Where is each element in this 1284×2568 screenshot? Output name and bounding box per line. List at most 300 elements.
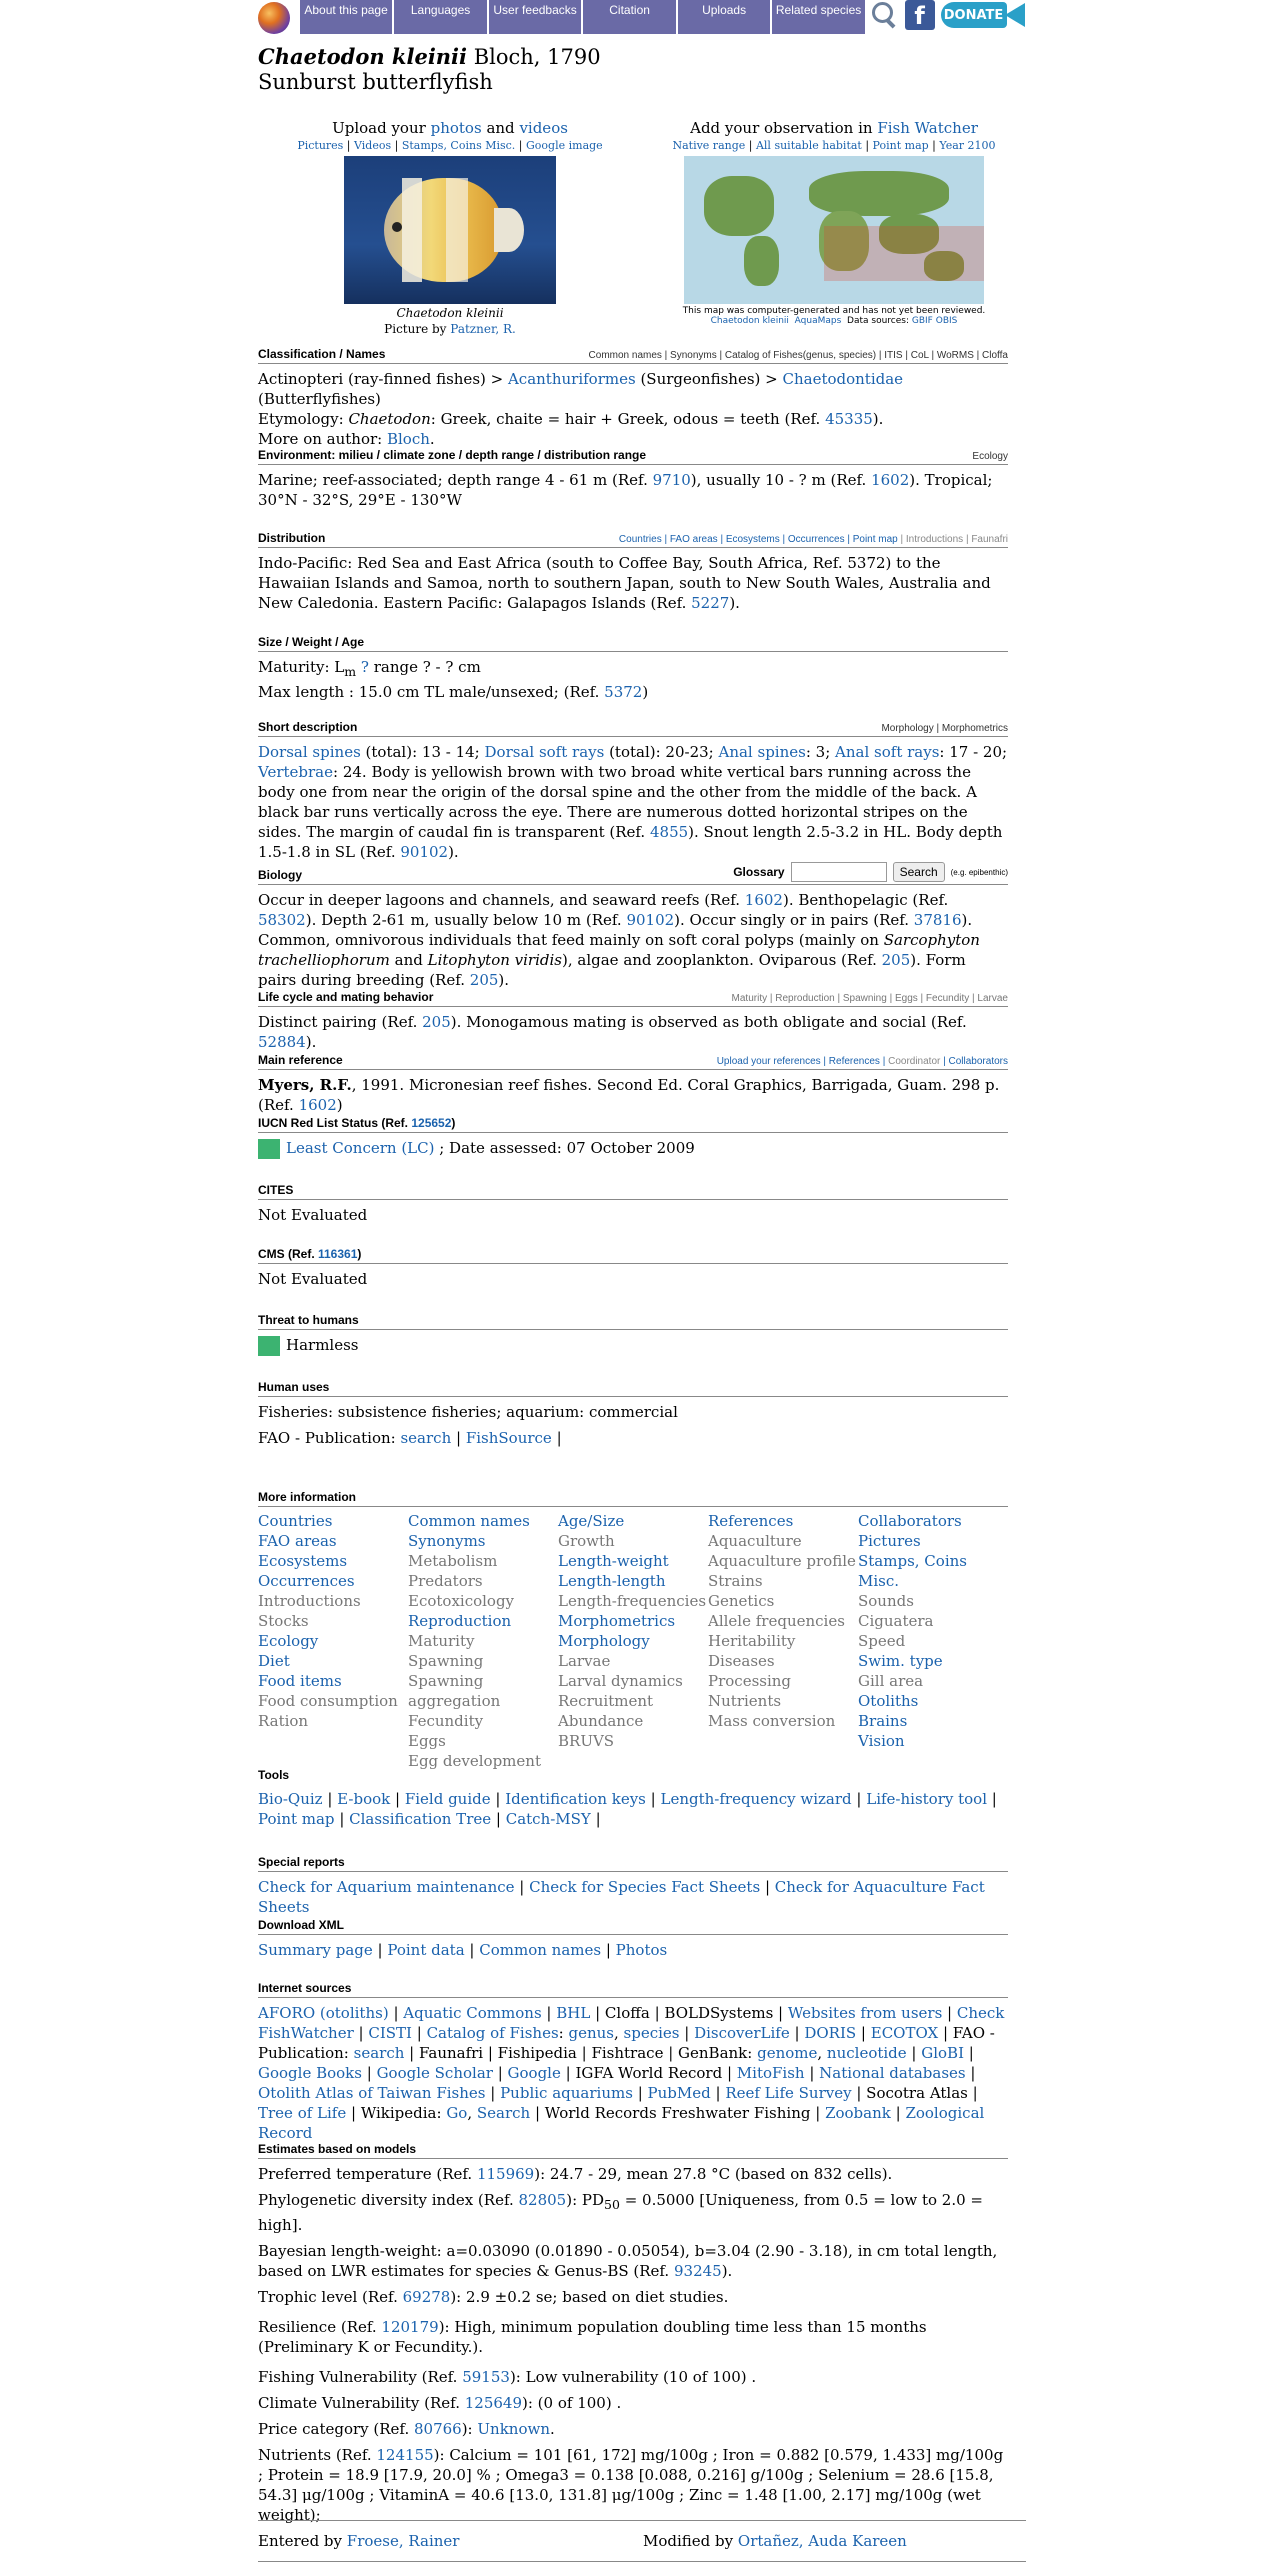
more-info-item: Spawning <box>408 1652 484 1670</box>
modified-by-link[interactable]: Ortañez, Auda Kareen <box>737 2532 907 2550</box>
est-text: ): 2.9 ±0.2 se; based on diet studies. <box>450 2288 729 2306</box>
more-info-item: Egg development <box>408 1752 541 1770</box>
main-reference-title: Main reference <box>258 1053 343 1067</box>
more-info-item[interactable]: FAO areas <box>258 1532 337 1550</box>
internet-source-text: | FAO - Publication: <box>258 2024 995 2062</box>
env-text: ). Tropical; 30°N - 32°S, 29°E - 130°W <box>258 471 993 509</box>
desc-text: (total): 20-23; <box>604 743 719 761</box>
ref-link[interactable]: 120179 <box>381 2318 439 2336</box>
more-info-item[interactable]: Brains <box>858 1712 908 1730</box>
ref-link[interactable]: 59153 <box>462 2368 510 2386</box>
page-footer <box>258 2520 1026 2562</box>
fish-watcher-link[interactable]: Fish Watcher <box>877 119 978 137</box>
environment-title: Environment: milieu / climate zone / depth range / distribution range <box>258 448 647 462</box>
collaborators-link[interactable]: | Collaborators <box>940 1056 1008 1067</box>
tools-link[interactable]: Length-frequency wizard <box>660 1790 852 1808</box>
species-photo[interactable] <box>344 156 556 304</box>
ref-link[interactable]: 9710 <box>652 471 691 489</box>
entered-by-link[interactable]: Froese, Rainer <box>346 2532 460 2550</box>
est-text: Bayesian length-weight: a=0.03090 (0.01890 - 0.05054), b=3.04 (2.90 - 3.18), in cm total length, based on LWR estimates for species & Genus-BS (Ref. <box>258 2242 998 2280</box>
ref-link[interactable]: 5372 <box>604 683 643 701</box>
videos-link[interactable]: Videos <box>354 139 392 152</box>
est-text: Fishing Vulnerability (Ref. <box>258 2368 463 2386</box>
ref-link[interactable]: 205 <box>469 971 499 989</box>
est-text: ): (0 of 100) . <box>522 2394 622 2412</box>
more-info-item: Nutrients <box>708 1692 782 1710</box>
internet-source-link[interactable]: Aquatic Commons <box>403 2004 542 2022</box>
species-name: Chaetodon kleinii <box>258 44 468 69</box>
download-xml-section <box>258 1918 1008 1960</box>
internet-source-link[interactable]: Reef Life Survey <box>725 2084 852 2102</box>
family-link[interactable]: Chaetodontidae <box>782 370 904 388</box>
estimates-title: Estimates based on models <box>258 2142 417 2156</box>
obis-link[interactable]: OBIS <box>935 316 958 326</box>
threat-value: Harmless <box>286 1336 359 1354</box>
env-text: ), usually 10 - ? m (Ref. <box>690 471 872 489</box>
native-range-link[interactable]: Native range <box>672 139 746 152</box>
ref-link[interactable]: 4855 <box>649 823 689 841</box>
est-text: ). <box>721 2262 733 2280</box>
more-info-item[interactable]: Diet <box>258 1652 290 1670</box>
threat-title: Threat to humans <box>258 1313 359 1327</box>
internet-source-link[interactable]: PubMed <box>647 2084 711 2102</box>
year-2100-link[interactable]: Year 2100 <box>939 139 996 152</box>
tools-link[interactable]: Field guide <box>404 1790 491 1808</box>
ref-link[interactable]: 80766 <box>413 2420 462 2438</box>
ref-link[interactable]: 205 <box>422 1013 451 1031</box>
iucn-title-end: ) <box>451 1116 456 1130</box>
ref-link[interactable]: 124155 <box>376 2446 434 2464</box>
ref-link[interactable]: 205 <box>881 951 911 969</box>
upload-photos-link[interactable]: photos <box>430 119 482 137</box>
price-category-link[interactable]: Unknown <box>477 2420 550 2438</box>
cms-title-end: ) <box>357 1247 362 1261</box>
more-info-item: Predators <box>408 1572 483 1590</box>
estimates-section <box>258 2142 1008 2525</box>
internet-source-text: | <box>411 2024 427 2042</box>
cms-value: Not Evaluated <box>258 1270 368 1288</box>
more-info-item[interactable]: Food items <box>258 1672 342 1690</box>
ref-link[interactable]: 115969 <box>476 2165 535 2183</box>
internet-source-link[interactable]: BHL <box>556 2004 591 2022</box>
internet-source-text: , <box>817 2044 827 2062</box>
maturity-help-link[interactable]: ? <box>360 658 369 676</box>
life-text: ). <box>305 1033 317 1051</box>
anal-soft-rays-link[interactable]: Anal soft rays <box>835 743 940 761</box>
nav-related-species[interactable]: Related species <box>772 0 865 34</box>
internet-source-link[interactable]: genome <box>757 2044 818 2062</box>
more-info-item: Stocks <box>258 1612 309 1630</box>
classification-title: Classification / Names <box>258 347 386 361</box>
etymology-end: ). <box>872 410 884 428</box>
internet-source-text: | Wikipedia: <box>346 2104 447 2122</box>
internet-source-text: | IGFA World Record | <box>560 2064 737 2082</box>
internet-source-link[interactable]: Zoological Record <box>258 2104 985 2142</box>
facebook-icon[interactable]: f <box>905 0 935 30</box>
etymology-label: Etymology: <box>258 410 349 428</box>
ref-link[interactable]: 69278 <box>402 2288 451 2306</box>
stamps-link[interactable]: Stamps, Coins Misc. <box>401 139 516 152</box>
short-description-title: Short description <box>258 720 358 734</box>
map-species-link[interactable]: Chaetodon kleinii <box>710 316 789 326</box>
ref-link[interactable]: 1602 <box>298 1096 337 1114</box>
more-info-item[interactable]: Collaborators <box>858 1512 962 1530</box>
iucn-title: IUCN Red List Status (Ref. <box>258 1116 412 1130</box>
tools-link[interactable]: Bio-Quiz <box>258 1790 323 1808</box>
more-info-item: Recruitment <box>558 1692 654 1710</box>
internet-source-text: , <box>613 2024 624 2042</box>
xml-link[interactable]: Common names <box>479 1941 602 1959</box>
life-cycle-title: Life cycle and mating behavior <box>258 990 434 1004</box>
ref-link[interactable]: 90102 <box>626 911 675 929</box>
life-cycle-section <box>258 990 1008 1052</box>
ref-link[interactable]: 125649 <box>464 2394 522 2412</box>
ref-link[interactable]: 37816 <box>913 911 962 929</box>
ref-link[interactable]: 82805 <box>518 2191 567 2209</box>
est-sub: 50 <box>604 2197 620 2212</box>
est-text: Nutrients (Ref. <box>258 2446 377 2464</box>
map-note: This map was computer-generated and has not yet been reviewed. <box>682 306 986 316</box>
more-info-item: Maturity <box>408 1632 475 1650</box>
more-info-item[interactable]: Age/Size <box>558 1512 625 1530</box>
more-info-item[interactable]: Otoliths <box>858 1692 919 1710</box>
internet-source-link[interactable]: nucleotide <box>826 2044 907 2062</box>
xml-link[interactable]: Summary page <box>258 1941 373 1959</box>
bio-species: Sarcophyton trachelliophorum <box>258 931 980 969</box>
more-info-item[interactable]: Length-length <box>558 1572 666 1590</box>
internet-source-text: , <box>467 2104 477 2122</box>
est-text: Phylogenetic diversity index (Ref. <box>258 2191 519 2209</box>
est-text: ): 24.7 - 29, mean 27.8 °C (based on 832 cells). <box>534 2165 893 2183</box>
distribution-section <box>258 531 1008 613</box>
internet-sources-section <box>258 1981 1008 2143</box>
more-info-item: Larvae <box>558 1652 611 1670</box>
more-info-item: Eggs <box>408 1732 446 1750</box>
common-name: Sunburst butterflyfish <box>258 70 493 94</box>
internet-source-link[interactable]: search <box>353 2044 405 2062</box>
iucn-date: ; Date assessed: 07 October 2009 <box>434 1139 695 1157</box>
desc-text: ). Snout length 2.5-3.2 in HL. Body depth 1.5-1.8 in SL (Ref. <box>258 823 1003 861</box>
more-info-item: Mass conversion <box>708 1712 836 1730</box>
internet-source-text: | <box>541 2004 557 2022</box>
fishbase-logo[interactable] <box>258 2 290 34</box>
bio-text: and <box>389 951 428 969</box>
xml-link[interactable]: Photos <box>615 1941 668 1959</box>
env-text: Marine; reef-associated; depth range 4 - 61 m (Ref. <box>258 471 653 489</box>
distribution-text: Indo-Pacific: Red Sea and East Africa (south to Coffee Bay, South Africa, Ref. 5372) to the Hawaiian Islands and Samoa, north to southern Japan, south to New South Wales, Australia and New Caledonia. Eastern Pacific: Galapagos Islands (Ref. <box>258 554 991 612</box>
more-info-item[interactable]: Vision <box>858 1732 905 1750</box>
anal-spines-link[interactable]: Anal spines <box>718 743 806 761</box>
class-text: Actinopteri (ray-finned fishes) > <box>258 370 508 388</box>
nav-citation[interactable]: Citation <box>583 0 676 34</box>
references-links[interactable]: Upload your references | References | <box>716 1056 889 1067</box>
separator: | <box>551 1429 562 1447</box>
desc-text: : 17 - 20; <box>939 743 1008 761</box>
internet-source-text: | <box>856 2024 871 2042</box>
ref-link[interactable]: 1602 <box>744 891 783 909</box>
dorsal-soft-rays-link[interactable]: Dorsal soft rays <box>484 743 605 761</box>
tools-link[interactable]: Catch-MSY <box>505 1810 591 1828</box>
bio-text: ). Benthopelagic (Ref. <box>782 891 949 909</box>
est-text: ): High, minimum population doubling time less than 15 months (Preliminary K or Fecundity.). <box>258 2318 927 2356</box>
more-info-item: Spawning aggregation <box>408 1672 501 1710</box>
more-info-item[interactable]: Ecology <box>258 1632 319 1650</box>
entered-label: Entered by <box>258 2532 347 2550</box>
order-link[interactable]: Acanthuriformes <box>507 370 636 388</box>
internet-source-link[interactable]: Google <box>507 2064 561 2082</box>
internet-source-text: : <box>558 2024 569 2042</box>
donate-button[interactable] <box>941 0 1027 30</box>
cites-title: CITES <box>258 1183 294 1197</box>
more-info-item[interactable]: References <box>708 1512 794 1530</box>
more-info-item[interactable]: Pictures <box>858 1532 921 1550</box>
harmless-badge <box>258 1336 280 1356</box>
internet-source-link[interactable]: AFORO (otoliths) <box>258 2004 389 2022</box>
status-badge <box>258 1139 280 1159</box>
more-info-item[interactable]: Stamps, Coins Misc. <box>858 1552 967 1590</box>
internet-source-text: | <box>906 2044 922 2062</box>
internet-source-text: | <box>679 2024 695 2042</box>
more-info-item: Allele frequencies <box>708 1612 845 1630</box>
nav-user-feedbacks[interactable]: User feedbacks <box>489 0 582 34</box>
internet-source-link[interactable]: Zoobank <box>825 2104 891 2122</box>
donate-label: DONATE <box>941 2 1007 28</box>
top-nav <box>258 0 1026 34</box>
more-info-item[interactable]: Swim. type <box>858 1652 943 1670</box>
suitable-habitat-link[interactable]: All suitable habitat <box>755 139 862 152</box>
pictures-link[interactable]: Pictures <box>297 139 344 152</box>
internet-source-link[interactable]: Google Scholar <box>376 2064 493 2082</box>
nav-uploads[interactable]: Uploads <box>678 0 771 34</box>
ecology-link[interactable]: Ecology <box>972 451 1008 462</box>
gbif-link[interactable]: GBIF <box>911 316 933 326</box>
internet-source-link[interactable]: Go <box>446 2104 468 2122</box>
internet-source-text: | <box>632 2084 648 2102</box>
iucn-status-link[interactable]: Least Concern (LC) <box>286 1139 435 1157</box>
more-info-item: Aquaculture <box>708 1532 802 1550</box>
ref-link[interactable]: 116361 <box>318 1247 358 1261</box>
author-link[interactable]: Bloch <box>386 430 430 448</box>
more-info-item: BRUVS <box>558 1732 615 1750</box>
life-cycle-links[interactable]: Maturity | Reproduction | Spawning | Eggs | Fecundity | Larvae <box>731 993 1008 1004</box>
internet-source-link[interactable]: Tree of Life <box>258 2104 347 2122</box>
internet-source-link[interactable]: species <box>623 2024 680 2042</box>
ref-link[interactable]: 1602 <box>871 471 910 489</box>
internet-source-text: | <box>804 2064 820 2082</box>
ref-link[interactable]: 52884 <box>258 1033 306 1051</box>
internet-source-link[interactable]: DORIS <box>804 2024 857 2042</box>
ref-link[interactable]: 5227 <box>691 594 730 612</box>
etymology-genus: Chaetodon <box>348 410 431 428</box>
data-sources-label: Data sources: <box>847 316 909 326</box>
author-end: . <box>429 430 435 448</box>
internet-source-text: | <box>890 2104 906 2122</box>
est-text: Price category (Ref. <box>258 2420 414 2438</box>
photo-panel: Upload your photos and videos Pictures | Videos | Stamps, Coins Misc. | Google image Chaetodon kleinii Picture by Patzner, R. <box>297 119 603 336</box>
tools-link[interactable]: Life-history tool <box>866 1790 988 1808</box>
internet-source-text: | <box>492 2064 508 2082</box>
photographer-link[interactable]: Patzner, R. <box>450 322 516 336</box>
maturity-sub: m <box>344 664 357 679</box>
more-info-item[interactable]: Synonyms <box>408 1532 486 1550</box>
internet-source-link[interactable]: Search <box>476 2104 531 2122</box>
more-info-item: Processing <box>708 1672 792 1690</box>
est-text: ): Calcium = 101 [61, 172] mg/100g ; Iron = 0.882 [0.579, 1.433] mg/100g ; Protein = 18.9 [17.9, 20.0] % ; Omega3 = 0.138 [0.088, 0.216] g/100g ; Selenium = 28.6 [15.8, 54.3] μg/100g ; VitaminA = 40.6 [13.0, 131.8] μg/100g ; Zinc = 1.48 [1.00, 2.17] mg/100g (wet weight); <box>258 2446 1004 2524</box>
observation-label: Add your observation in <box>690 119 873 137</box>
more-info-item: Diseases <box>708 1652 775 1670</box>
internet-source-link[interactable]: National databases <box>819 2064 966 2082</box>
ref-link[interactable]: 90102 <box>400 843 449 861</box>
distribution-links[interactable]: Countries | FAO areas | Ecosystems | Occurrences | Point map <box>618 534 898 545</box>
more-info-item: Larval dynamics <box>558 1672 683 1690</box>
distribution-gray-links: | Introductions | Faunafri <box>897 534 1008 545</box>
desc-text: ). <box>448 843 459 861</box>
internet-source-link[interactable]: ECOTOX <box>870 2024 939 2042</box>
upload-videos-link[interactable]: videos <box>519 119 568 137</box>
internet-source-text: | <box>710 2084 726 2102</box>
more-info-item[interactable]: Occurrences <box>258 1572 355 1590</box>
special-link[interactable]: Check for Aquarium maintenance <box>258 1878 515 1896</box>
species-author: Bloch, 1790 <box>473 45 601 69</box>
nav-about[interactable]: About this page <box>300 0 393 34</box>
est-text: Preferred temperature (Ref. <box>258 2165 477 2183</box>
internet-source-text: | <box>789 2024 805 2042</box>
fisheries-text: Fisheries: subsistence fisheries; aquarium: commercial <box>258 1403 678 1421</box>
special-link[interactable]: Check for Aquaculture Fact Sheets <box>258 1878 985 1916</box>
size-title: Size / Weight / Age <box>258 635 365 649</box>
glossary-search-button[interactable]: Search <box>893 862 945 882</box>
internet-source-link[interactable]: DiscoverLife <box>694 2024 790 2042</box>
vertebrae-link[interactable]: Vertebrae <box>258 763 333 781</box>
special-link[interactable]: Check for Species Fact Sheets <box>529 1878 761 1896</box>
est-text: . <box>549 2420 555 2438</box>
internet-source-link[interactable]: Public aquariums <box>500 2084 633 2102</box>
point-map-link[interactable]: Point map <box>872 139 929 152</box>
maturity-label: Maturity: L <box>258 658 345 676</box>
more-info-column <box>258 1511 408 1771</box>
more-info-item[interactable]: Ecosystems <box>258 1552 348 1570</box>
page-title <box>258 44 1026 95</box>
more-info-item: Aquaculture profile <box>708 1552 856 1570</box>
upload-and: and <box>486 119 515 137</box>
more-info-item: Ration <box>258 1712 309 1730</box>
internet-source-text: | <box>388 2004 404 2022</box>
biology-section <box>258 862 1008 990</box>
modified-label: Modified by <box>643 2532 738 2550</box>
internet-source-text: | <box>942 2004 957 2022</box>
size-section <box>258 635 1008 702</box>
more-info-item: Genetics <box>708 1592 775 1610</box>
ref-link[interactable]: 125652 <box>411 1116 452 1130</box>
human-uses-section <box>258 1380 1008 1448</box>
internet-source-link[interactable]: CISTI <box>368 2024 412 2042</box>
glossary-input[interactable] <box>791 862 887 882</box>
internet-source-link[interactable]: Websites from users <box>787 2004 943 2022</box>
est-text: Resilience (Ref. <box>258 2318 382 2336</box>
coordinator-label: Coordinator <box>888 1056 941 1067</box>
tools-link[interactable]: E-book <box>337 1790 391 1808</box>
special-reports-title: Special reports <box>258 1855 345 1869</box>
internet-source-link[interactable]: Check FishWatcher <box>258 2004 1005 2042</box>
more-info-column <box>558 1511 708 1771</box>
morphology-links[interactable]: Morphology | Morphometrics <box>881 723 1008 734</box>
more-info-item[interactable]: Morphometrics <box>558 1612 676 1630</box>
cms-section <box>258 1247 1008 1289</box>
aquamaps-link[interactable]: AquaMaps <box>794 316 842 326</box>
internet-source-link[interactable]: genus <box>568 2024 614 2042</box>
fao-search-link[interactable]: search <box>400 1429 452 1447</box>
class-text: (Butterflyfishes) <box>258 390 381 408</box>
distribution-end: ). <box>729 594 740 612</box>
more-info-item[interactable]: Common names <box>408 1512 530 1530</box>
bio-text: ). Occur singly or in pairs (Ref. <box>674 911 914 929</box>
internet-source-text: | World Records Freshwater Fishing | <box>530 2104 826 2122</box>
fishsource-link[interactable]: FishSource <box>465 1429 552 1447</box>
dorsal-spines-link[interactable]: Dorsal spines <box>258 743 361 761</box>
threat-section <box>258 1313 1008 1356</box>
human-uses-title: Human uses <box>258 1380 330 1394</box>
tools-link[interactable]: Classification Tree <box>349 1810 492 1828</box>
internet-source-link[interactable]: Otolith Atlas of Taiwan Fishes <box>258 2084 486 2102</box>
more-info-item[interactable]: Length-weight <box>558 1552 669 1570</box>
glossary-label: Glossary <box>733 865 785 879</box>
reference-text: , 1991. Micronesian reef fishes. Second Ed. Coral Graphics, Barrigada, Guam. 298 p. (Ref. <box>258 1076 1000 1114</box>
etymology-text: : Greek, chaite = hair + Greek, odous = teeth (Ref. <box>430 410 826 428</box>
more-info-column <box>708 1511 858 1771</box>
est-text: ): <box>461 2420 478 2438</box>
more-info-item[interactable]: Reproduction <box>408 1612 512 1630</box>
classification-section <box>258 347 1008 449</box>
internet-source-text: | <box>353 2024 369 2042</box>
est-text: = 0.5000 [Uniqueness, from 0.5 = low to 2.0 = high]. <box>258 2191 983 2234</box>
special-reports-section <box>258 1855 1008 1917</box>
more-info-column <box>408 1511 558 1771</box>
ref-link[interactable]: 93245 <box>673 2262 722 2280</box>
maturity-range: range ? - ? cm <box>368 658 481 676</box>
tools-link[interactable]: Point map <box>258 1810 335 1828</box>
internet-source-link[interactable]: Catalog of Fishes <box>426 2024 559 2042</box>
bio-text: ). Depth 2-61 m, usually below 10 m (Ref. <box>305 911 627 929</box>
est-text: ): Low vulnerability (10 of 100) . <box>509 2368 757 2386</box>
internet-source-link[interactable]: GloBI <box>921 2044 965 2062</box>
classification-links[interactable]: Common names | Synonyms | Catalog of Fishes(genus, species) | ITIS | CoL | WoRMS | Cloffa <box>588 350 1008 361</box>
nav-languages[interactable]: Languages <box>394 0 487 34</box>
short-description-section <box>258 720 1008 862</box>
distribution-map[interactable] <box>684 156 984 304</box>
internet-source-link[interactable]: Google Books <box>258 2064 362 2082</box>
search-icon[interactable] <box>869 0 899 30</box>
iucn-section <box>258 1116 1008 1159</box>
internet-sources-title: Internet sources <box>258 1981 352 1995</box>
bio-text: Occur in deeper lagoons and channels, and seaward reefs (Ref. <box>258 891 745 909</box>
main-reference-section <box>258 1053 1008 1115</box>
internet-source-text: | <box>485 2084 501 2102</box>
tools-link[interactable]: Identification keys <box>505 1790 646 1808</box>
more-info-item: Sounds <box>858 1592 914 1610</box>
more-info-item[interactable]: Countries <box>258 1512 333 1530</box>
google-image-link[interactable]: Google image <box>526 139 603 152</box>
bio-text: ). Form pairs during breeding (Ref. <box>258 951 966 989</box>
xml-link[interactable]: Point data <box>387 1941 465 1959</box>
internet-source-text: | Cloffa | BOLDSystems | <box>590 2004 788 2022</box>
est-text: Climate Vulnerability (Ref. <box>258 2394 465 2412</box>
bio-text: ). Common, omnivorous individuals that feed mainly on soft coral polyps (mainly on <box>258 911 973 949</box>
ref-link[interactable]: 45335 <box>825 410 873 428</box>
biology-title: Biology <box>258 868 302 882</box>
ref-link[interactable]: 58302 <box>258 911 306 929</box>
internet-source-link[interactable]: MitoFish <box>736 2064 805 2082</box>
more-info-item[interactable]: Morphology <box>558 1632 650 1650</box>
